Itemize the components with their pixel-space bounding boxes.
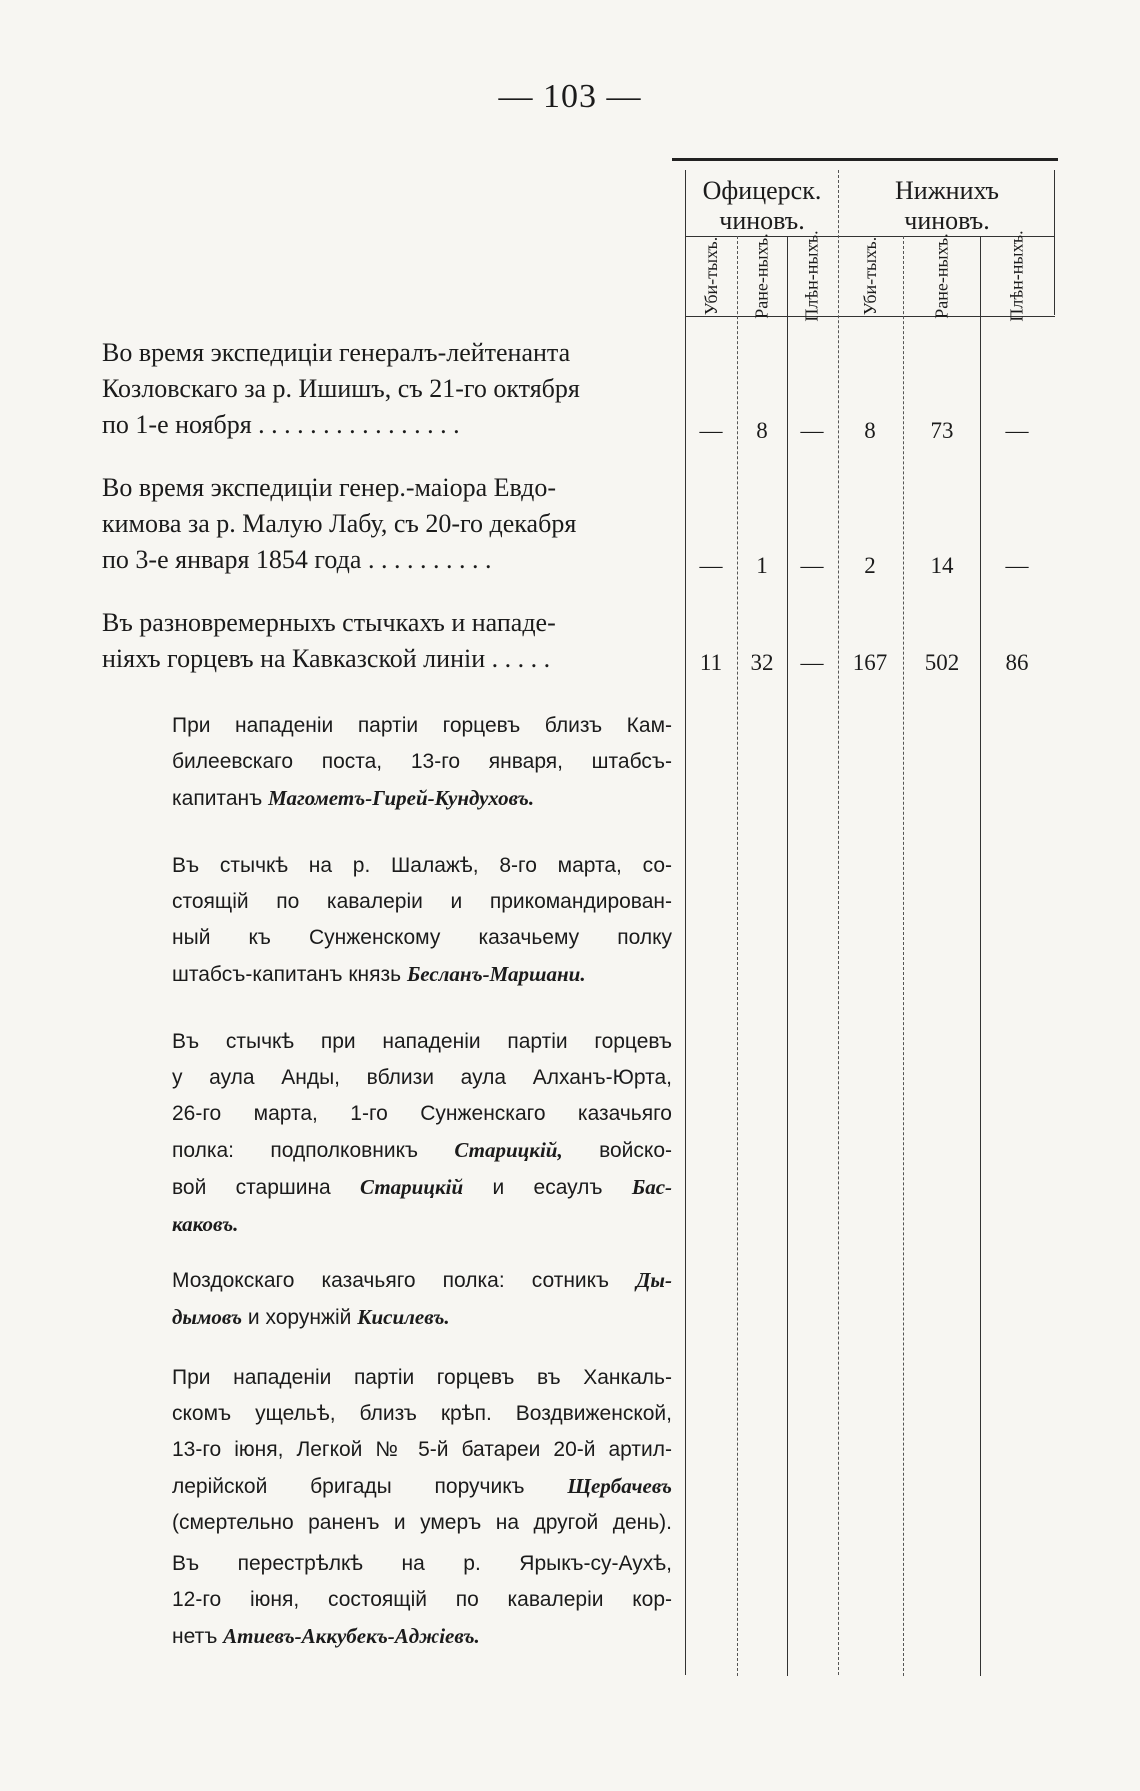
note-line xyxy=(172,1468,672,1505)
note-paragraph xyxy=(172,708,672,817)
row-text: ніяхъ горцевъ на Кавказской линіи . . . . . xyxy=(102,644,551,673)
note-text: капитанъ xyxy=(172,787,269,810)
person-name: Кисилевъ. xyxy=(357,1305,450,1329)
table-cell: 2 xyxy=(864,553,876,578)
row-text: Во время экспедиціи генералъ-лейтенанта xyxy=(102,338,571,367)
row-text: по 1-е ноября . . . . . . . . . . . . . . . . xyxy=(102,410,460,439)
table-cell: 1 xyxy=(756,553,768,578)
person-name: Магометъ-Гирей-Кундуховъ. xyxy=(268,786,535,810)
note-line: скомъ ущельѣ, близъ крѣп. Воздвиженской, xyxy=(172,1402,672,1425)
table-cell: — xyxy=(699,418,723,443)
row-text: кимова за р. Малую Лабу, съ 20-го декабря xyxy=(102,509,577,538)
lower-ranks-header-line: чиновъ. xyxy=(904,206,990,235)
note-line xyxy=(172,1299,672,1336)
subheader-label: Ране-ныхъ. xyxy=(932,233,952,319)
table-cell: 14 xyxy=(930,553,954,578)
lower-ranks-header-line: Нижнихъ xyxy=(895,176,999,205)
subheader-killed-lower xyxy=(830,236,910,316)
person-name: Щербачевъ xyxy=(567,1474,672,1498)
table-cell: 86 xyxy=(1005,650,1029,675)
note-text: нетъ xyxy=(172,1625,224,1648)
table-row xyxy=(102,335,672,443)
note-line: Въ стычкѣ при нападеніи партіи горцевъ xyxy=(172,1030,672,1053)
note-text: и есаулъ xyxy=(463,1176,632,1199)
row-text: Козловскаго за р. Ишишъ, съ 21-го октября xyxy=(102,374,580,403)
table-cell: 32 xyxy=(750,650,774,675)
table-row xyxy=(102,605,672,677)
table-cell: — xyxy=(800,418,824,443)
group-divider xyxy=(838,170,839,1675)
note-line xyxy=(172,956,672,993)
note-line: 12-го іюня, состоящій по кавалеріи кор- xyxy=(172,1588,672,1611)
subheader-label: Плѣн-ныхъ. xyxy=(1007,230,1028,322)
table-cell: 167 xyxy=(852,650,888,675)
person-name: Старицкій, xyxy=(454,1138,563,1162)
note-paragraph xyxy=(172,1546,672,1655)
note-line xyxy=(172,1169,672,1206)
table-row xyxy=(102,470,672,578)
note-text: вой старшина xyxy=(172,1176,361,1199)
subheader-label: Плѣн-ныхъ. xyxy=(802,230,823,322)
table-cell: 11 xyxy=(699,650,723,675)
officers-header-line: чиновъ. xyxy=(719,206,805,235)
row-text: Въ разновремерныхъ стычкахъ и нападе- xyxy=(102,608,556,637)
note-paragraph xyxy=(172,1360,672,1541)
note-line: При нападеніи партіи горцевъ близъ Кам- xyxy=(172,714,672,737)
row-text: по 3-е января 1854 года . . . . . . . . . . xyxy=(102,545,492,574)
note-line: стоящій по кавалеріи и прикомандирован- xyxy=(172,890,672,913)
note-line: Въ перестрѣлкѣ на р. Ярыкъ-су-Аухѣ, xyxy=(172,1552,672,1575)
subheader-label: Уби-тыхъ. xyxy=(859,236,880,316)
table-left-border xyxy=(685,170,686,1675)
note-line: билеевскаго поста, 13-го января, штабсъ- xyxy=(172,750,672,773)
note-line: 13-го іюня, Легкой № 5-й батареи 20-й артил- xyxy=(172,1438,672,1461)
person-name: Атиевъ-Аккубекъ-Аджіевъ. xyxy=(223,1624,480,1648)
note-text: и хорунжій xyxy=(242,1306,358,1329)
lower-ranks-header xyxy=(840,176,1054,236)
subheader-label: Уби-тыхъ. xyxy=(700,236,721,316)
note-text: полка: подполковникъ xyxy=(172,1139,455,1162)
subheader-label: Ране-ныхъ. xyxy=(752,233,772,319)
column-divider xyxy=(787,236,788,1676)
table-cell: — xyxy=(800,553,824,578)
note-line: При нападеніи партіи горцевъ въ Ханкаль- xyxy=(172,1366,672,1389)
table-cell: 73 xyxy=(930,418,954,443)
person-name: Бесланъ-Маршани. xyxy=(406,962,586,986)
person-name: Бас- xyxy=(631,1175,673,1199)
officers-header-line: Офицерск. xyxy=(702,176,822,205)
person-name: Старицкій xyxy=(360,1175,464,1199)
note-text: штабсъ-капитанъ князь xyxy=(172,963,407,986)
note-line xyxy=(172,1206,672,1243)
note-line xyxy=(172,1262,672,1299)
subheader-wounded-lower xyxy=(902,233,982,319)
person-name: каковъ. xyxy=(172,1212,239,1236)
table-cell: — xyxy=(800,650,824,675)
note-paragraph xyxy=(172,1262,672,1336)
table-cell: 8 xyxy=(864,418,876,443)
person-name: дымовъ xyxy=(172,1305,243,1329)
note-text: войско- xyxy=(562,1139,672,1162)
note-line xyxy=(172,780,672,817)
table-cell: — xyxy=(699,553,723,578)
note-text: Моздокскаго казачьяго полка: сотникъ xyxy=(172,1269,637,1292)
table-cell: — xyxy=(1005,553,1029,578)
note-paragraph xyxy=(172,848,672,993)
note-line: ный къ Сунженскому казачьему полку xyxy=(172,926,672,949)
row-text: Во время экспедиціи генер.-маіора Евдо- xyxy=(102,473,557,502)
subheader-divider xyxy=(685,316,1055,317)
column-divider xyxy=(737,236,738,1676)
column-divider xyxy=(903,236,904,1676)
person-name: Ды- xyxy=(636,1268,672,1292)
note-line xyxy=(172,1618,672,1655)
subheader-captured-lower xyxy=(977,230,1057,322)
officers-header xyxy=(686,176,838,236)
note-line xyxy=(172,1132,672,1169)
table-top-rule xyxy=(672,158,1058,161)
note-text: лерійской бригады поручикъ xyxy=(172,1475,568,1498)
table-cell: — xyxy=(1005,418,1029,443)
table-cell: 502 xyxy=(924,650,960,675)
note-line: Въ стычкѣ на р. Шалажѣ, 8-го марта, со- xyxy=(172,854,672,877)
note-line: 26-го марта, 1-го Сунженскаго казачьяго xyxy=(172,1102,672,1125)
note-line: у аула Анды, вблизи аула Алханъ-Юрта, xyxy=(172,1066,672,1089)
note-paragraph xyxy=(172,1024,672,1243)
page-number: — 103 — xyxy=(498,78,642,115)
table-cell: 8 xyxy=(756,418,768,443)
note-line: (смертельно раненъ и умеръ на другой день). xyxy=(172,1511,672,1534)
column-divider xyxy=(980,236,981,1676)
